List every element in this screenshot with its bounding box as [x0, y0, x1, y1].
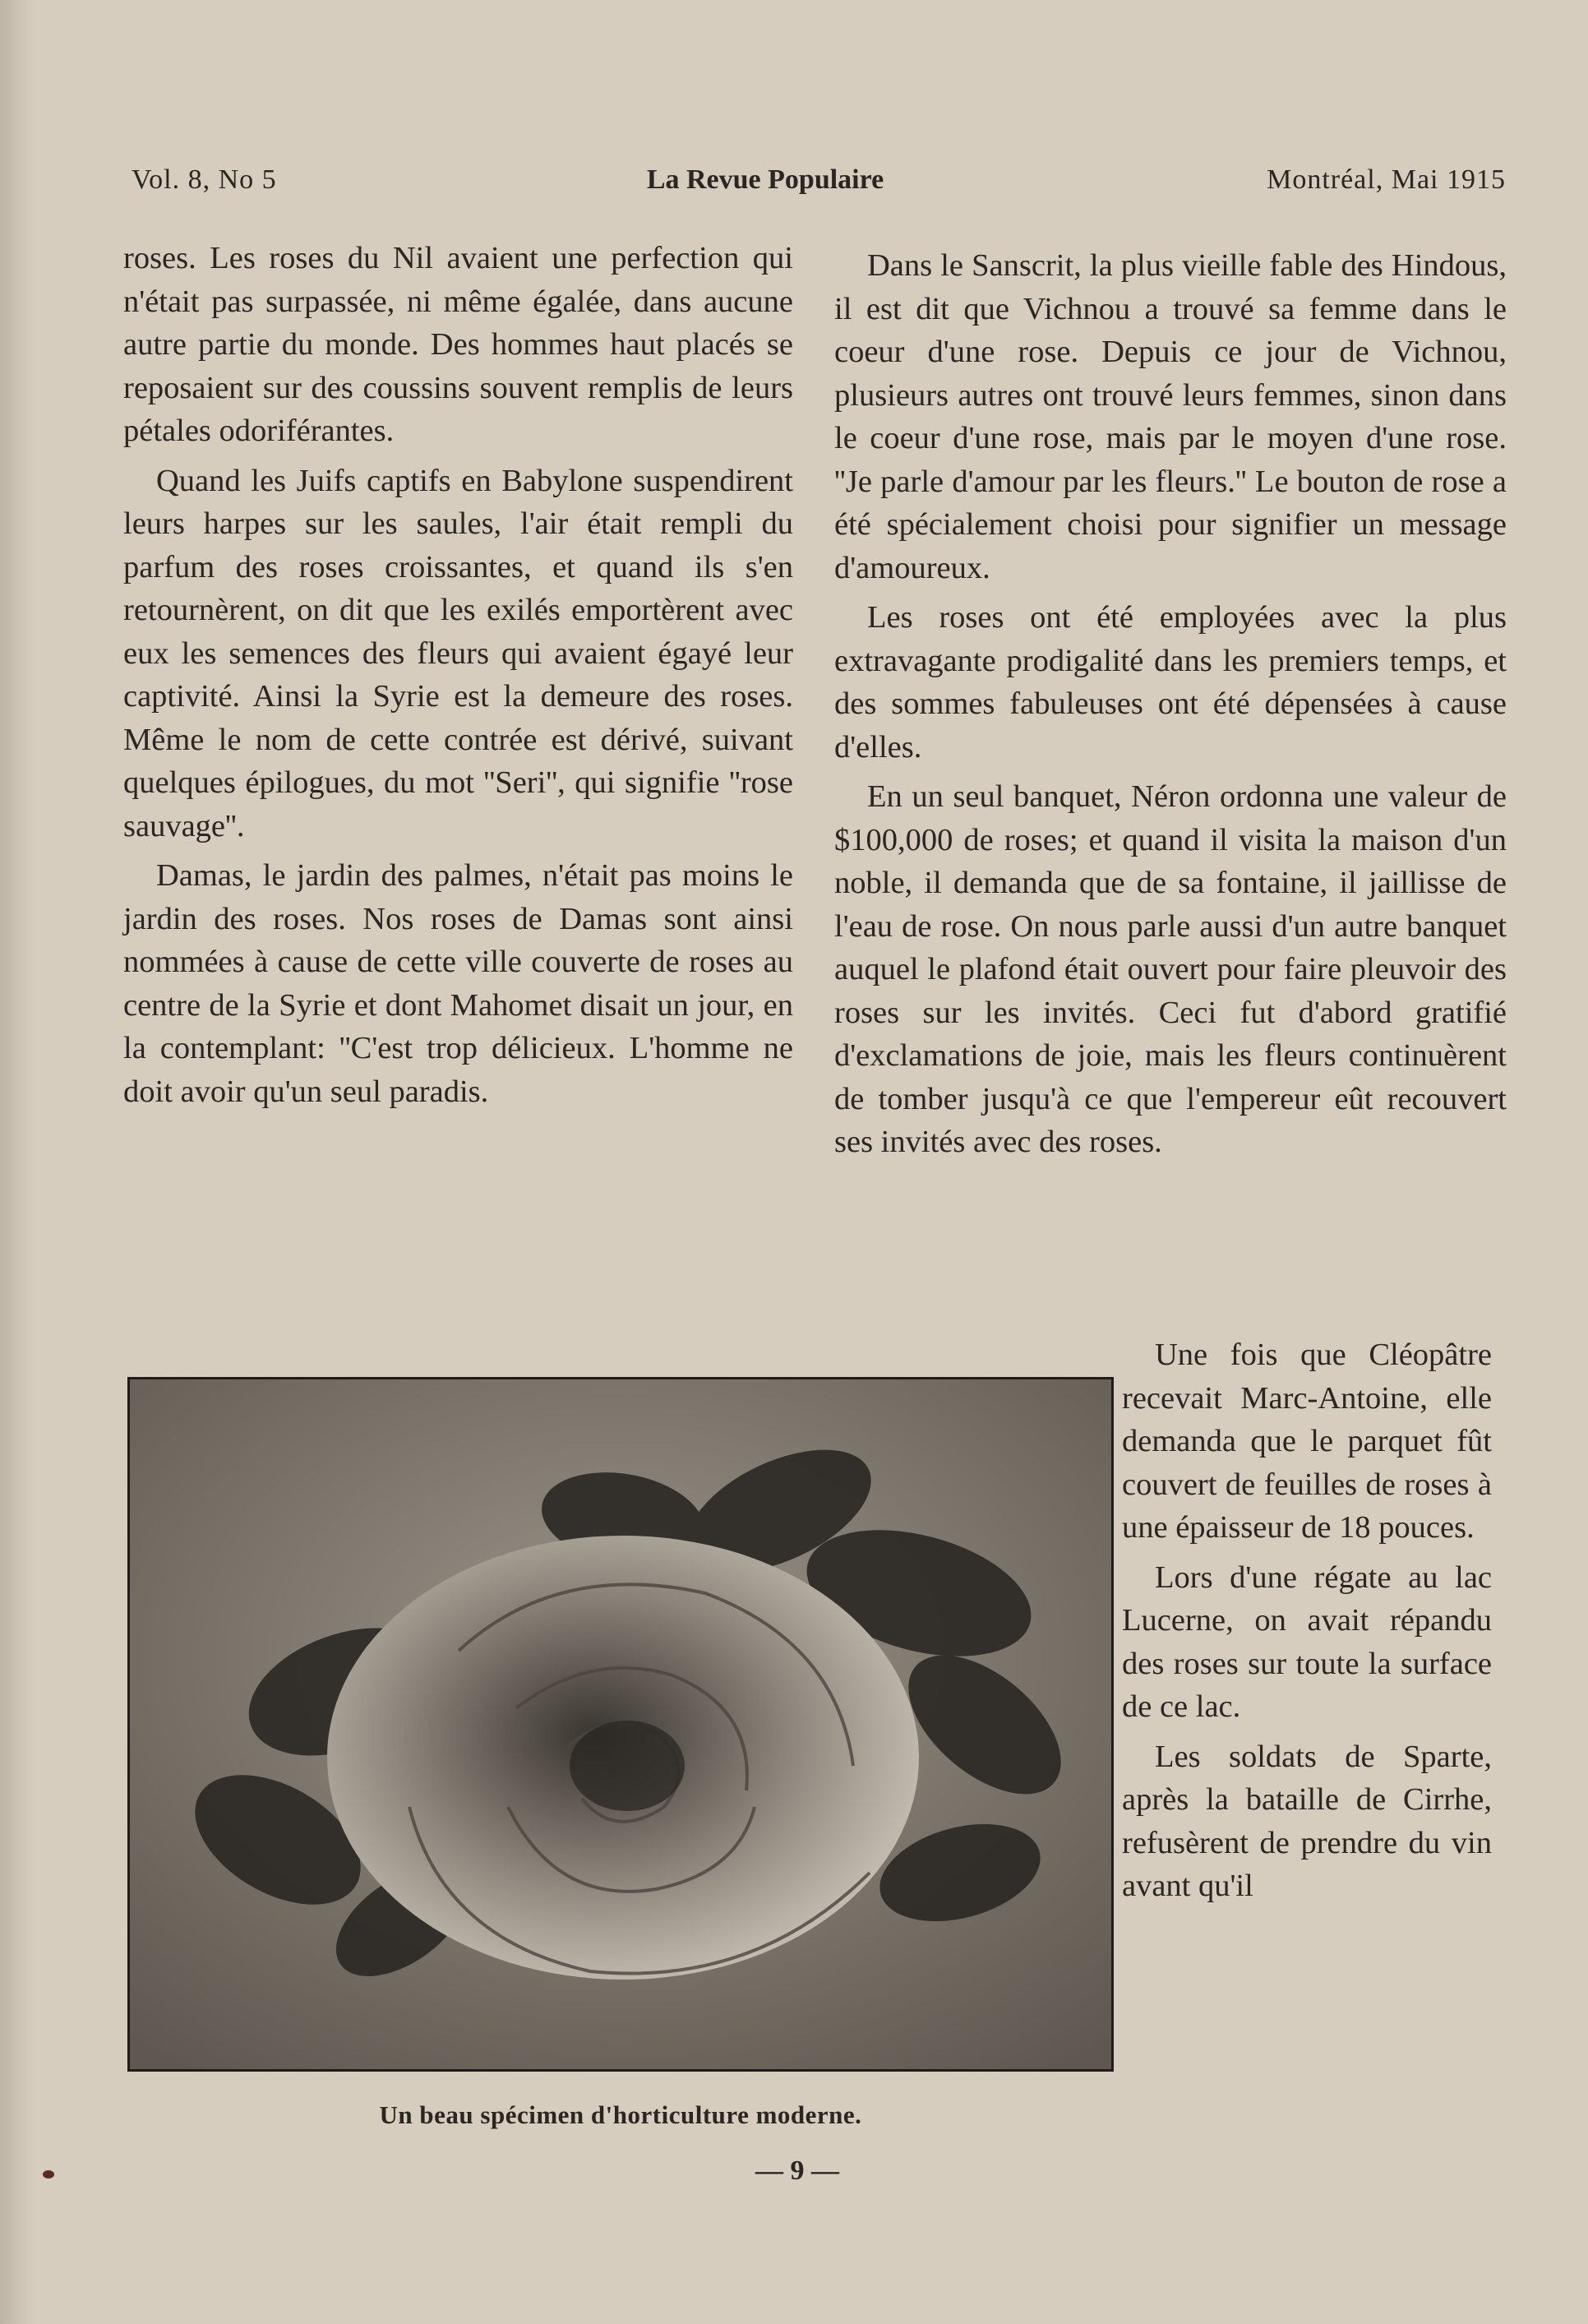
narrow-column: [1122, 1333, 1492, 1908]
paragraph-lucerne: Lors d'une régate au lac Lucerne, on avait répandu des roses sur toute la surface de ce lac.: [1122, 1559, 1492, 1724]
paragraph-nile-roses: roses. Les roses du Nil avaient une perfection qui n'était pas surpassée, ni même égalée, dans aucune autre partie du monde. Des hommes haut placés se reposaient sur des coussins souvent remplis de leurs pétales odoriférantes.: [123, 241, 793, 448]
paragraph-damas: Damas, le jardin des palmes, n'était pas moins le jardin des roses. Nos roses de Damas sont ainsi nommées à cause de cette ville couverte de roses au centre de la Syrie et dont Mahomet disait un jour, en la contemplant: ''C'est trop délicieux. L'homme ne doit avoir qu'un seul paradis.: [123, 858, 793, 1109]
issue-date: Montréal, Mai 1915: [1267, 164, 1506, 195]
magazine-title: La Revue Populaire: [646, 164, 884, 195]
paragraph-sparte: Les soldats de Sparte, après la bataille de Cirrhe, refusèrent de prendre du vin avant qu'il: [1122, 1739, 1492, 1903]
paragraph-sanscrit: Dans le Sanscrit, la plus vieille fable des Hindous, il est dit que Vichnou a trouvé sa femme dans le coeur d'une rose. Depuis ce jour de Vichnou, plusieurs autres ont trouvé leurs femmes, sinon dans le coeur d'une rose, mais par le moyen d'une rose. ''Je parle d'amour par les fleurs.'' Le bouton de rose a été spécialement choisi pour signifier un message d'amoureux.: [834, 248, 1507, 585]
ink-stain: [43, 2170, 54, 2178]
figure-caption: Un beau spécimen d'horticulture moderne.: [379, 2100, 862, 2129]
rose-photograph: [127, 1377, 1114, 2072]
page-header: [132, 164, 1506, 214]
volume-number: Vol. 8, No 5: [132, 164, 277, 195]
page-binding-edge: [0, 0, 38, 2324]
page-number: — 9 —: [755, 2155, 839, 2186]
rose-image: [130, 1379, 1111, 2069]
left-column: [123, 237, 793, 1113]
paragraph-cleopatre: Une fois que Cléopâtre recevait Marc-Antoine, elle demanda que le parquet fût couvert de feuilles de roses à une épaisseur de 18 pouces.: [1122, 1338, 1492, 1545]
paragraph-prodigalite: Les roses ont été employées avec la plus extravagante prodigalité dans les premiers temps, et des sommes fabuleuses ont été dépensées à cause d'elles.: [834, 600, 1507, 765]
right-column: [834, 244, 1507, 1164]
paragraph-babylon: Quand les Juifs captifs en Babylone suspendirent leurs harpes sur les saules, l'air était rempli du parfum des roses croissantes, et quand ils s'en retournèrent, on dit que les exilés emportèrent avec eux les semences des fleurs qui avaient égayé leur captivité. Ainsi la Syrie est la demeure des roses. Même le nom de cette contrée est dérivé, suivant quelques épilogues, du mot ''Seri'', qui signifie ''rose sauvage''.: [123, 463, 793, 843]
paragraph-neron: En un seul banquet, Néron ordonna une valeur de $100,000 de roses; et quand il visita la maison d'un noble, il demanda que de sa fontaine, il jaillisse de l'eau de rose. On nous parle aussi d'un autre banquet auquel le plafond était ouvert pour faire pleuvoir des roses sur les invités. Ceci fut d'abord gratifié d'exclamations de joie, mais les fleurs continuèrent de tomber jusqu'à ce que l'empereur eût recouvert ses invités avec des roses.: [834, 779, 1507, 1159]
